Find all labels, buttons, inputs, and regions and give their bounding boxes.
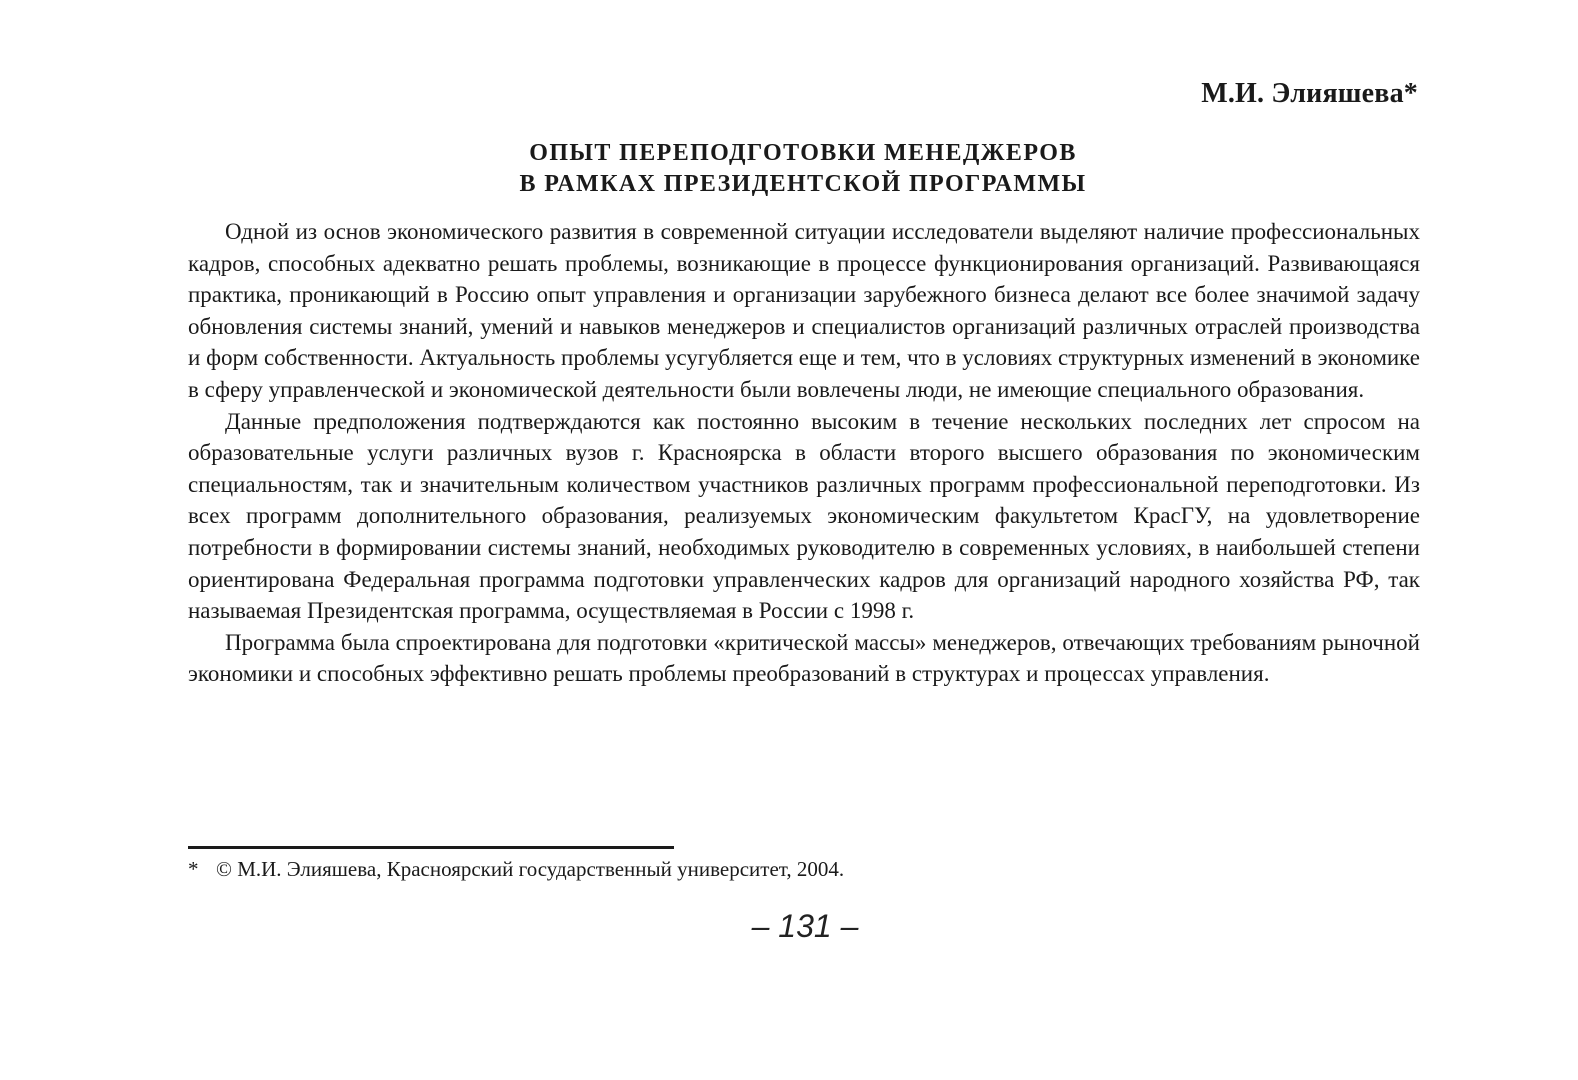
body-paragraph-3: Программа была спроектирована для подготовки «критической массы» менеджеров, отвечающих требованиям рыночной экономики и способных эффективно решать проблемы преобразований в структурах и процессах управления. bbox=[188, 629, 1420, 687]
author-name: М.И. Элияшева* bbox=[1201, 78, 1418, 109]
body-paragraph-1: Одной из основ экономического развития в современной ситуации исследователи выделяют наличие профессиональных кадров, способных адекватно решать проблемы, возникающие в процессе функционирования организаций. Развивающаяся практика, проникающий в Россию опыт управления и организации зарубежного бизнеса делают все более значимой задачу обновления системы знаний, умений и навыков менеджеров и специалистов организаций различных отраслей производства и форм собственности. Актуальность проблемы усугубляется еще и тем, что в условиях структурных изменений в экономике в сферу управленческой и экономической деятельности были вовлечены люди, не имеющие специального образования. bbox=[188, 219, 1420, 402]
title-line-2: В РАМКАХ ПРЕЗИДЕНТСКОЙ ПРОГРАММЫ bbox=[519, 171, 1087, 197]
body-paragraph-2: Данные предположения подтверждаются как постоянно высоким в течение нескольких последних лет спросом на образовательные услуги различных вузов г. Красноярска в области второго высшего образования по экономическим специальностям, так и значительным количеством участников различных программ профессиональной переподготовки. Из всех программ дополнительного образования, реализуемых экономическим факультетом КрасГУ, на удовлетворение потребности в формировании системы знаний, необходимых руководителю в современных условиях, в наибольшей степени ориентирована Федеральная программа подготовки управленческих кадров для организаций народного хозяйства РФ, так называемая Президентская программа, осуществляемая в России с 1998 г. bbox=[188, 408, 1420, 624]
title-line-1: ОПЫТ ПЕРЕПОДГОТОВКИ МЕНЕДЖЕРОВ bbox=[529, 140, 1077, 166]
footnote-divider bbox=[188, 846, 674, 849]
footnote-mark: * bbox=[188, 857, 199, 881]
footnote bbox=[188, 855, 844, 883]
article-title bbox=[188, 138, 1418, 200]
footnote-text: © М.И. Элияшева, Красноярский государственный университет, 2004. bbox=[216, 857, 845, 881]
article-body bbox=[188, 216, 1420, 690]
page-number: – 131 – bbox=[751, 908, 859, 944]
